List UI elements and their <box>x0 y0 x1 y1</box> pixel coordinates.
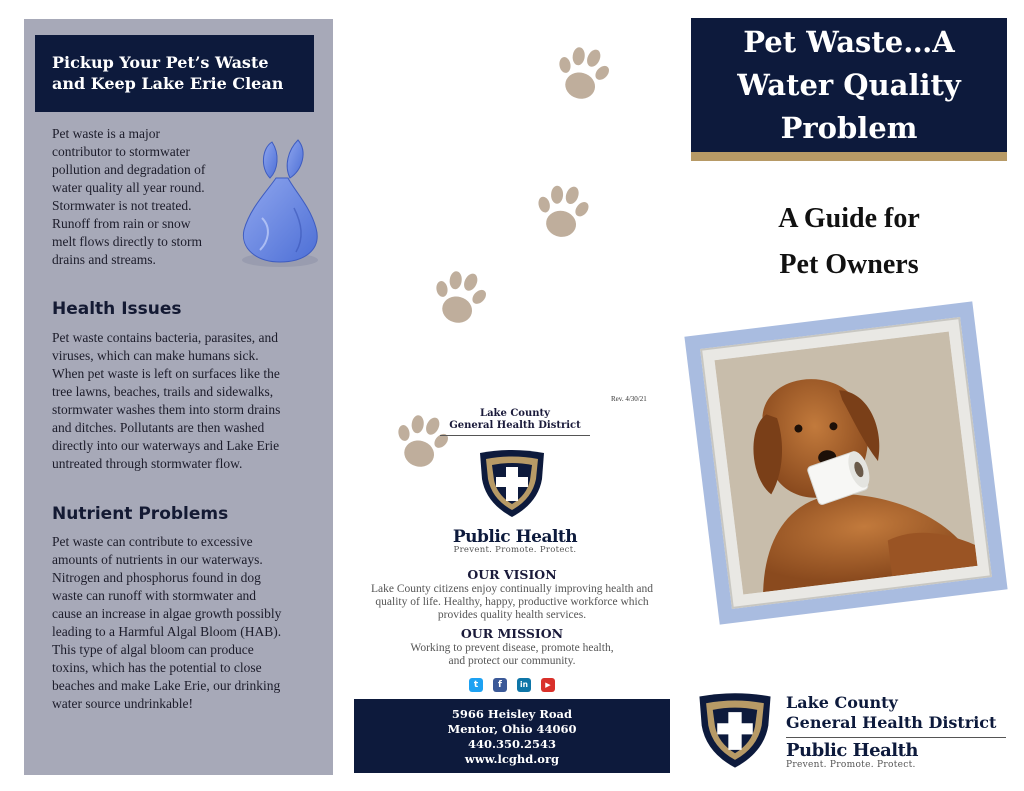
intro-line: drains and streams. <box>52 252 156 267</box>
intro-line: Stormwater is not treated. <box>52 198 192 213</box>
shield-logo-large-icon <box>695 692 775 770</box>
health-heading: Health Issues <box>52 299 182 319</box>
health-line: directly into our waterways and Lake Erie <box>52 438 280 453</box>
linkedin-icon[interactable]: in <box>517 678 531 692</box>
public-health-text: Public Health <box>786 740 918 761</box>
subtitle-line: A Guide for <box>778 203 920 234</box>
intro-line: Pet waste is a major <box>52 126 160 141</box>
nutrient-line: Nitrogen and phosphorus found in dog <box>52 570 261 585</box>
vision-line: provides quality health services. <box>437 609 587 621</box>
nutrient-line: toxins, which has the potential to close <box>52 660 262 675</box>
main-title <box>691 18 1007 152</box>
tagline: Prevent. Promote. Protect. <box>453 545 577 555</box>
vision-line: quality of life. Healthy, happy, productive workforce which <box>375 596 649 608</box>
subtitle-line: Pet Owners <box>779 249 919 280</box>
health-line: When pet waste is left on surfaces like the <box>52 366 280 381</box>
banner-line-2: and Keep Lake Erie Clean <box>52 74 284 93</box>
org-name-line: General Health District <box>449 420 581 431</box>
nutrient-line: Pet waste can contribute to excessive <box>52 534 253 549</box>
nutrient-heading: Nutrient Problems <box>52 504 229 524</box>
left-banner <box>35 35 314 112</box>
paw-print-icon <box>430 268 490 330</box>
paw-print-icon <box>553 44 613 106</box>
nutrient-line: This type of algal bloom can produce <box>52 642 254 657</box>
nutrient-line: beaches and make Lake Erie, our drinking <box>52 678 281 693</box>
org-name-small <box>440 408 590 436</box>
tagline: Prevent. Promote. Protect. <box>786 760 916 770</box>
gold-divider <box>691 152 1007 161</box>
health-line: untreated through stormwater flow. <box>52 456 243 471</box>
title-line: Problem <box>780 111 918 145</box>
health-line: Pet waste contains bacteria, parasites, and <box>52 330 279 345</box>
website-link[interactable]: www.lcghd.org <box>464 752 560 766</box>
mission-line: Working to prevent disease, promote health, <box>410 642 614 654</box>
dog-photo <box>714 331 977 594</box>
banner-line-1: Pickup Your Pet’s Waste <box>52 53 269 72</box>
health-text <box>52 329 322 473</box>
intro-line: water quality all year round. <box>52 180 205 195</box>
intro-line: pollution and degradation of <box>52 162 206 177</box>
nutrient-line: waste can runoff with stormwater and <box>52 588 257 603</box>
public-health-brand-large <box>786 741 918 770</box>
address-box <box>354 699 670 773</box>
phone-number: 440.350.2543 <box>467 737 557 751</box>
social-icons <box>354 674 670 692</box>
health-line: and ditches. Pollutants are then washed <box>52 420 265 435</box>
title-line: Water Quality <box>737 68 961 102</box>
vision-line: Lake County citizens enjoy continually improving health and <box>370 583 653 595</box>
intro-line: contributor to stormwater <box>52 144 190 159</box>
public-health-text: Public Health <box>452 527 578 547</box>
intro-line: Runoff from rain or snow <box>52 216 191 231</box>
address-line: Mentor, Ohio 44060 <box>447 722 577 736</box>
org-name-line: Lake County <box>480 408 550 419</box>
mission-title: OUR MISSION <box>460 626 564 641</box>
title-line: Pet Waste…A <box>743 25 955 59</box>
facebook-icon[interactable]: f <box>493 678 507 692</box>
shield-logo-icon <box>476 449 548 519</box>
nutrient-line: water source undrinkable! <box>52 696 193 711</box>
intro-line: melt flows directly to storm <box>52 234 202 249</box>
health-line: viruses, which can make humans sick. <box>52 348 259 363</box>
intro-text <box>52 125 237 269</box>
org-name-line: Lake County <box>786 693 898 712</box>
vision-text <box>354 583 670 622</box>
paw-print-icon <box>533 182 593 244</box>
nutrient-line: leading to a Harmful Algal Bloom (HAB). <box>52 624 282 639</box>
org-name-large <box>786 693 996 733</box>
waste-bag-icon <box>232 138 324 270</box>
public-health-brand-small <box>430 528 600 555</box>
health-line: tree lawns, beaches, trails and sidewalks, <box>52 384 274 399</box>
revision-date: Rev. 4/30/21 <box>611 395 647 403</box>
org-name-line: General Health District <box>786 713 997 732</box>
nutrient-line: amounts of nutrients in our waterways. <box>52 552 263 567</box>
health-line: stormwater washes them into storm drains <box>52 402 281 417</box>
photo-frame <box>700 317 992 609</box>
nutrient-text <box>52 533 322 713</box>
photo-mat <box>684 301 1007 624</box>
address-line: 5966 Heisley Road <box>451 707 573 721</box>
nutrient-line: cause an increase in algae growth possibly <box>52 606 282 621</box>
mission-text <box>354 642 670 668</box>
mission-line: and protect our community. <box>448 655 576 667</box>
subtitle <box>690 196 1008 288</box>
youtube-icon[interactable]: ▶ <box>541 678 555 692</box>
org-divider <box>786 737 1006 738</box>
twitter-icon[interactable]: t <box>469 678 483 692</box>
vision-title: OUR VISION <box>467 567 557 582</box>
